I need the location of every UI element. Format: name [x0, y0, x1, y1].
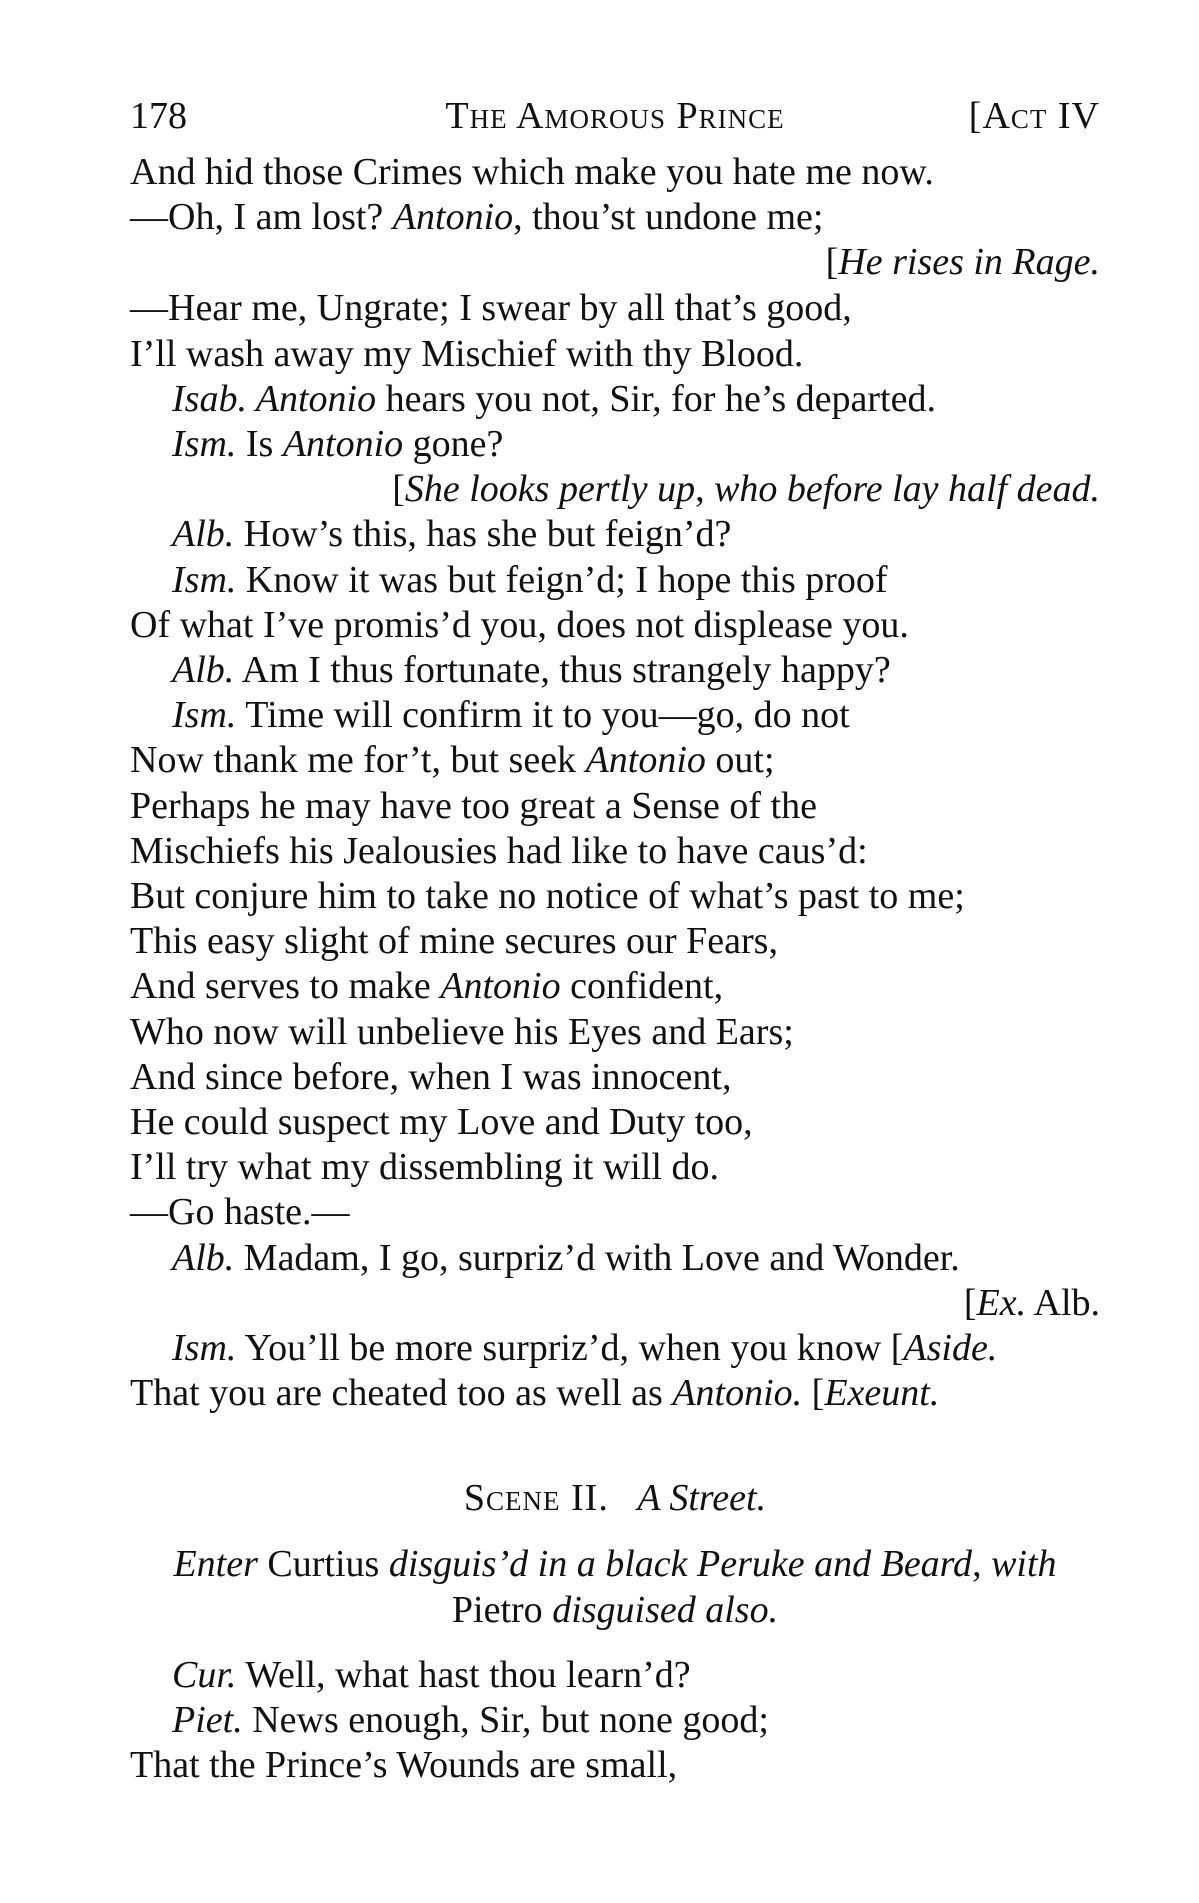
text-segment: Who now will unbelieve his Eyes and Ears;: [130, 1011, 794, 1053]
page-number: 178: [130, 95, 187, 137]
text-segment: ,: [972, 1543, 992, 1585]
text-segment: —Oh, I am lost?: [130, 196, 393, 238]
text-segment: This easy slight of mine secures our Fears,: [130, 920, 778, 962]
text-segment: Aside.: [903, 1327, 998, 1369]
text-segment: Antonio.: [672, 1372, 803, 1414]
text-segment: , thou’st undone me;: [513, 196, 824, 238]
text-line: [172, 511, 1100, 557]
text-segment: Ex.: [976, 1282, 1027, 1324]
scene-number: Scene II.: [463, 1477, 609, 1519]
text-line: [130, 1370, 1100, 1416]
text-segment: Alb.: [172, 513, 235, 555]
text-line: [130, 1189, 1100, 1235]
text-segment: She looks pertly up: [404, 468, 696, 510]
text-segment: Ism.: [172, 559, 237, 601]
text-line: [130, 285, 1100, 331]
text-line: [130, 783, 1100, 829]
text-segment: Well, what hast thou learn’d?: [236, 1654, 691, 1696]
stage-direction-line: [130, 1587, 1100, 1633]
text-segment: That you are cheated too as well as: [130, 1372, 673, 1414]
text-segment: Curtius: [257, 1543, 389, 1585]
text-segment: News enough, Sir, but none good;: [242, 1699, 769, 1741]
text-segment: Ism.: [172, 423, 237, 465]
text-line: [172, 1652, 1100, 1698]
text-segment: Am I thus fortunate, thus strangely happy?: [234, 649, 891, 691]
text-line: [130, 239, 1100, 285]
text-segment: He rises in Rage.: [838, 241, 1100, 283]
text-line: [130, 873, 1100, 919]
text-line: [130, 1144, 1100, 1190]
text-line: [130, 331, 1100, 377]
text-segment: disguis’d in a black Peruke and Beard: [388, 1543, 973, 1585]
text-segment: Alb.: [172, 649, 235, 691]
text-line: [130, 602, 1100, 648]
text-line: [130, 737, 1100, 783]
text-segment: with: [991, 1543, 1057, 1585]
text-segment: Enter: [173, 1543, 258, 1585]
running-title: The Amorous Prince: [445, 95, 785, 137]
text-line: [172, 376, 1100, 422]
text-line: [130, 466, 1100, 512]
text-segment: Is: [236, 423, 283, 465]
scene-location: A Street.: [637, 1477, 767, 1519]
text-segment: confident,: [560, 965, 724, 1007]
text-segment: Antonio: [282, 423, 404, 465]
text-segment: Isab. Antonio: [172, 378, 377, 420]
text-line: [130, 1009, 1100, 1055]
text-segment: Now thank me for’t, but seek: [130, 739, 586, 781]
text-segment: He could suspect my Love and Duty too,: [130, 1101, 753, 1143]
text-line: [130, 1280, 1100, 1326]
text-line: [130, 1742, 1100, 1788]
text-line: [172, 692, 1100, 738]
text-segment: —Hear me, Ungrate; I swear by all that’s good,: [130, 287, 852, 329]
text-segment: [: [802, 1372, 825, 1414]
text-segment: Madam, I go, surpriz’d with Love and Wonder.: [234, 1237, 960, 1279]
text-segment: Antonio: [392, 196, 514, 238]
text-line: [130, 194, 1100, 240]
text-segment: gone?: [403, 423, 504, 465]
text-segment: Antonio: [585, 739, 706, 781]
text-segment: who before lay half dead.: [714, 468, 1100, 510]
text-segment: But conjure him to take no notice of what’s past to me;: [130, 875, 965, 917]
text-segment: Time will confirm it to you—go, do not: [236, 694, 850, 736]
text-segment: Alb.: [172, 1237, 235, 1279]
text-segment: You’ll be more surpriz’d, when you know [: [236, 1327, 904, 1369]
text-line: [130, 828, 1100, 874]
text-segment: Perhaps he may have too great a Sense of the: [130, 785, 817, 827]
text-line: [130, 149, 1100, 195]
text-segment: Antonio: [440, 965, 561, 1007]
text-segment: disguised also.: [552, 1589, 779, 1631]
act-indicator: [Act IV: [968, 95, 1100, 137]
text-line: [172, 421, 1100, 467]
text-line: [172, 1235, 1100, 1281]
text-segment: Exeunt.: [824, 1372, 940, 1414]
text-line: [172, 557, 1100, 603]
text-segment: [: [392, 468, 405, 510]
text-line: [130, 1054, 1100, 1100]
text-segment: And serves to make: [130, 965, 441, 1007]
text-segment: Know it was but feign’d; I hope this proof: [236, 559, 888, 601]
text-segment: Ism.: [172, 694, 237, 736]
text-segment: And since before, when I was innocent,: [130, 1056, 732, 1098]
text-segment: [: [825, 241, 839, 283]
text-segment: ,: [695, 468, 715, 510]
text-segment: Piet.: [172, 1699, 243, 1741]
text-line: [172, 1697, 1100, 1743]
text-segment: Of what I’ve promis’d you, does not displease you.: [130, 604, 909, 646]
text-line: [172, 1325, 1100, 1371]
text-segment: How’s this, has she but feign’d?: [234, 513, 732, 555]
text-segment: hears you not, Sir, for he’s departed.: [376, 378, 936, 420]
text-segment: That the Prince’s Wounds are small,: [130, 1744, 678, 1786]
text-line: [130, 918, 1100, 964]
text-segment: I’ll try what my dissembling it will do.: [130, 1146, 719, 1188]
scene-heading: [130, 1475, 1100, 1521]
stage-direction-line: [130, 1541, 1100, 1587]
text-segment: Cur.: [172, 1654, 237, 1696]
text-line: [172, 647, 1100, 693]
text-segment: Alb.: [1026, 1282, 1100, 1324]
text-line: [130, 1099, 1100, 1145]
text-segment: Pietro: [451, 1589, 553, 1631]
text-segment: [: [963, 1282, 977, 1324]
text-segment: And hid those Crimes which make you hate me now.: [130, 151, 934, 193]
text-line: [130, 963, 1100, 1009]
text-segment: Ism.: [172, 1327, 237, 1369]
text-segment: —Go haste.—: [130, 1191, 350, 1233]
text-segment: I’ll wash away my Mischief with thy Blood.: [130, 333, 804, 375]
text-segment: out;: [705, 739, 775, 781]
text-segment: Mischiefs his Jealousies had like to have caus’d:: [130, 830, 868, 872]
